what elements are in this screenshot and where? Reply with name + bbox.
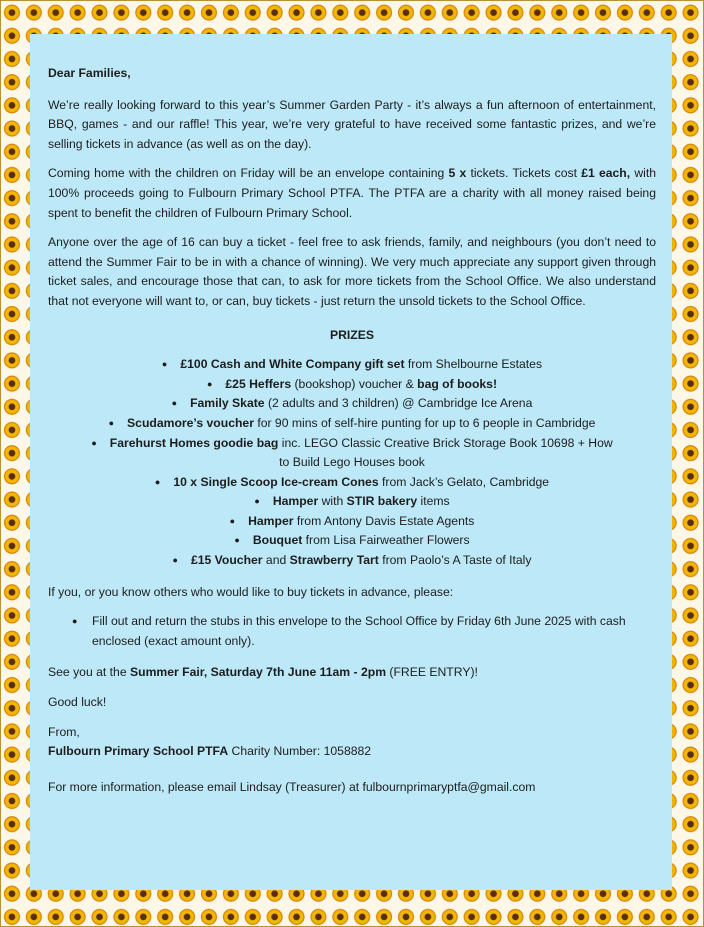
eligibility-paragraph: Anyone over the age of 16 can buy a ticket - feel free to ask friends, family, and neighbours (you don’t need to attend the Summer Fair to be in with a chance of winning). We very much appreciate any support given through ticket sales, and encourage those that can, to ask for more tickets from the School Office. We also understand that not everyone will want to, or can, buy tickets - just return the unsold tickets to the School Office.	[48, 235, 656, 308]
signature-block	[48, 723, 656, 762]
list-item: ● £15 Voucher and Strawberry Tart from Paolo’s A Taste of Italy	[48, 551, 656, 571]
list-item: ● Hamper from Antony Davis Estate Agents	[48, 512, 656, 532]
charity-number: Charity Number: 1058882	[228, 744, 372, 759]
from-label: From,	[48, 724, 80, 739]
list-item: ● Fill out and return the stubs in this envelope to the School Office by Friday 6th June 2025 with cash enclosed (exact amount only).	[92, 612, 656, 651]
list-item: ● £100 Cash and White Company gift set from Shelbourne Estates	[48, 355, 656, 375]
buy-intro: If you, or you know others who would like to buy tickets in advance, please:	[48, 584, 454, 599]
list-item: ● Bouquet from Lisa Fairweather Flowers	[48, 531, 656, 551]
tickets-paragraph: Coming home with the children on Friday will be an envelope containing 5 x tickets. Tickets cost £1 each, with 100% proceeds going to Fulbourn Primary School PTFA. The PTFA are a charity with all money raised being spent to benefit the children of Fulbourn Primary School.	[48, 166, 657, 220]
prizes-heading: PRIZES	[329, 327, 375, 342]
letter-panel	[30, 34, 672, 890]
intro-paragraph: We’re really looking forward to this year’s Summer Garden Party - it’s always a fun afternoon of entertainment, BBQ, games - and our raffle! This year, we’re very grateful to have received some fantastic prizes, and we’re selling tickets in advance (as well as on the day).	[48, 97, 656, 151]
prize-list	[48, 355, 656, 571]
list-item: ● 10 x Single Scoop Ice-cream Cones from Jack’s Gelato, Cambridge	[48, 473, 656, 493]
list-item: ● Scudamore’s voucher for 90 mins of self-hire punting for up to 6 people in Cambridge	[48, 414, 656, 434]
event-details: See you at the Summer Fair, Saturday 7th June 11am - 2pm (FREE ENTRY)!	[48, 665, 478, 680]
greeting: Dear Families,	[48, 66, 131, 80]
list-item: ● Hamper with STIR bakery items	[48, 492, 656, 512]
good-luck: Good luck!	[48, 695, 107, 710]
list-item: ● £25 Heffers (bookshop) voucher & bag of books!	[48, 375, 656, 395]
contact-line: For more information, please email Lindsay (Treasurer) at fulbournprimaryptfa@gmail.com	[48, 779, 536, 794]
instructions-list	[48, 612, 656, 651]
list-item: ● Farehurst Homes goodie bag inc. LEGO Classic Creative Brick Storage Book 10698 + How to Build Lego Houses book	[48, 434, 656, 473]
list-item: ● Family Skate (2 adults and 3 children) @ Cambridge Ice Arena	[48, 394, 656, 414]
ptfa-name: Fulbourn Primary School PTFA	[48, 744, 229, 759]
